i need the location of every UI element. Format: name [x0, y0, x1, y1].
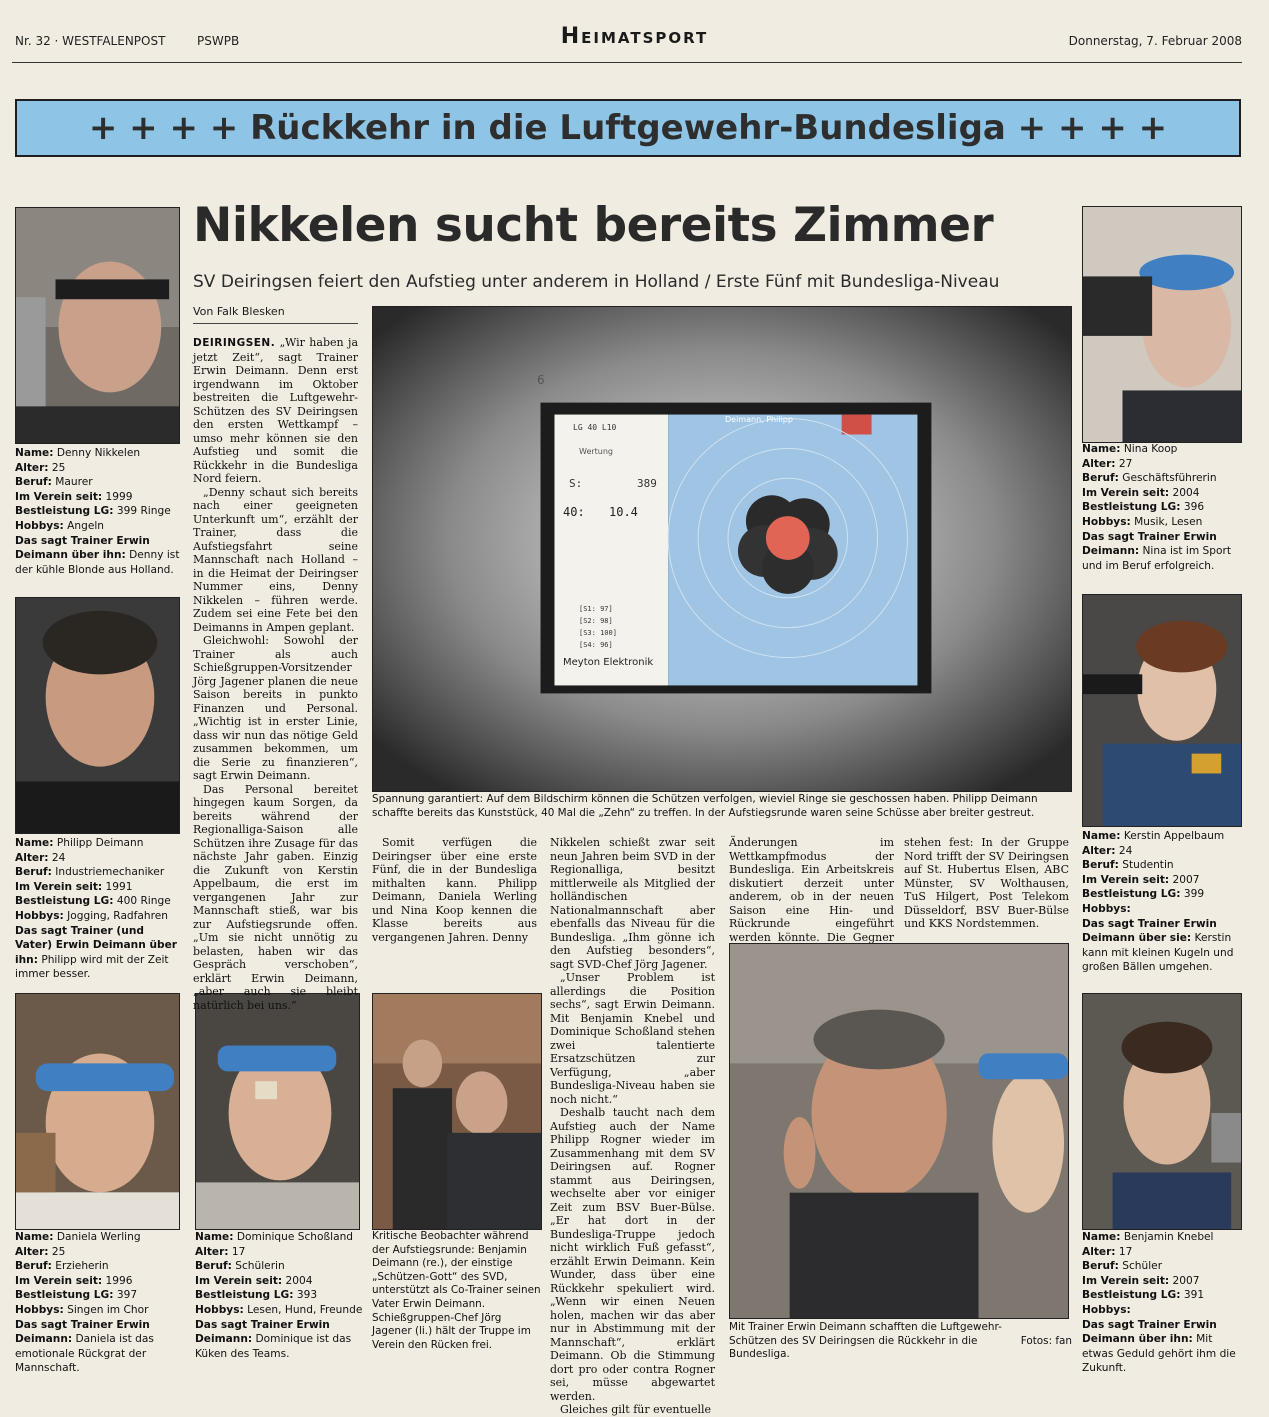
article-headline: Nikkelen sucht bereits Zimmer	[193, 198, 994, 253]
photo-denny-nikkelen	[15, 207, 180, 444]
article-column-3: Nikkelen schießt zwar seit neun Jahren beim SVD in der Regionalliga, besitzt mittlerweile als Mitglied der holländischen Nationalmannschaft aber ebenfalls das Niveau für die Bundesliga. „Ihm gönne ich den Aufstieg besonders“, sagt SVD-Chef Jörg Jagener. „Unser Problem ist allerdings die Position sechs“, sagt Erwin Deimann. Mit Benjamin Knebel und Dominique Schoßland stehen zwei talentierte Ersatzschützen zur Verfügung, „aber Bundesliga-Niveau haben sie noch nicht.“ Deshalb taucht nach dem Aufstieg auch der Name Philipp Rogner wieder im Zusammenhang mit dem SV Deiringsen auf. Rogner stammt aus Deiringsen, wechselte aber vor einiger Zeit zum BSV Buer-Bülse. „Er hat dort in der Bundesliga-Truppe jedoch nicht wirklich Fuß gefasst“, erzählt Erwin Deimann. Kein Wunder, dass über eine Rückkehr spekuliert wird. „Wenn wir einen Neuen holen, machen wir das aber nur in Abstimmung mit der Mannschaft“, erklärt Deimann. Ob die Stimmung dort pro oder contra Rogner sei, müsse abgewartet werden. Gleiches gilt für eventuelle	[550, 836, 715, 1416]
screen-sum-value: 389	[637, 477, 657, 490]
profile-kerstin-appelbaum: Name: Kerstin Appelbaum Alter: 24 Beruf: Studentin Im Verein seit: 2007 Bestleistung LG: 399 Hobbys: Das sagt Trainer Erwin Deimann über sie: Kerstin kann mit kleinen Kugeln und großen Bällen umgehen.	[1082, 830, 1234, 974]
photo-daniela-werling	[15, 993, 180, 1230]
screen-shot-label: 40:	[563, 505, 585, 519]
photo-dominique-schossland	[195, 993, 360, 1230]
article-dateline: DEIRINGSEN.	[193, 337, 276, 349]
observers-caption: Kritische Beobachter während der Aufstiegsrunde: Benjamin Deimann (re.), der einstige „Schützen-Gott“ des SVD, unterstützt als Co-Trainer seinen Vater Erwin Deimann. Schießgruppen-Chef Jörg Jagener (li.) hält der Truppe im Verein den Rücken frei.	[372, 1230, 541, 1351]
photo-score-monitor	[372, 306, 1072, 792]
photo-philipp-deimann	[15, 597, 180, 834]
article-column-4: Änderungen im Wettkampfmodus der Bundesliga. Ein Arbeitskreis diskutiert derzeit unter anderem, ob in der neuen Saison eine Hin- und Rückrunde eingeführt werden könnte. Die Gegner	[729, 836, 894, 944]
screen-series-4: [S4: 96]	[579, 641, 613, 649]
screen-series-list	[579, 603, 617, 651]
photo-trainer-deimann	[729, 943, 1069, 1319]
screen-series-2: [S2: 98]	[579, 617, 613, 625]
profile-daniela-werling: Name: Daniela Werling Alter: 25 Beruf: Erzieherin Im Verein seit: 1996 Bestleistung LG: 397 Hobbys: Singen im Chor Das sagt Trainer Erwin Deimann: Daniela ist das emotionale Rückgrat der Mannschaft.	[15, 1231, 154, 1375]
edition-code: PSWPB	[197, 34, 240, 48]
issue-date: Donnerstag, 7. Februar 2008	[1068, 34, 1242, 48]
photo-nina-koop	[1082, 206, 1242, 443]
trainer-photo-caption: Mit Trainer Erwin Deimann schafften die Luftgewehr-Schützen des SV Deiringsen die Rückkehr in die Bundesliga.	[729, 1321, 1002, 1361]
article-column-1: DEIRINGSEN. „Wir haben ja jetzt Zeit“, sagt Trainer Erwin Deimann. Denn erst irgendwann im Oktober bestreiten die Luftgewehr-Schützen des SV Deiringsen den ersten Wettkampf – umso mehr können sie den Aufstieg und somit die Rückkehr in die Bundesliga Nord feiern. „Denny schaut sich bereits nach einer geeigneten Unterkunft um“, erzählt der Trainer, dass die Aufstiegsfahrt seine Mannschaft nach Holland – in die Heimat der Deiringser Nummer eins, Denny Nikkelen – führen werde. Zudem sei eine Fete bei den Deimanns in Ampen geplant. Gleichwohl: Sowohl der Trainer als auch Schießgruppen-Vorsitzender Jörg Jagener planen die neue Saison bereits in punkto Finanzen und Personal. „Wichtig ist in erster Linie, dass wir nun das nötige Geld zusammen bekommen, um die Serie zu finanzieren“, sagt Erwin Deimann. Das Personal bereitet hingegen kaum Sorgen, da bereits während der Regionalliga-Saison alle Schützen ihre Zusage für das nächste Jahr gaben. Einzig die Zukunft von Kerstin Appelbaum, die erst im vergangenen Jahr zur Mannschaft stieß, war bis zur Aufstiegsrunde offen. „Um sie nicht unnötig zu belasten, haben wir das Gespräch verschoben“, erklärt Erwin Deimann, „aber auch sie bleibt natürlich bei uns.“	[193, 336, 359, 1012]
article-subheadline: SV Deiringsen feiert den Aufstieg unter anderem in Holland / Erste Fünf mit Bundesliga-Niveau	[193, 272, 1000, 292]
screen-header: LG 40 L10	[573, 423, 617, 432]
photo-credit: Fotos: fan	[1020, 1335, 1072, 1347]
screen-mode: Wertung	[579, 447, 614, 456]
screen-sum-label: S:	[569, 477, 583, 490]
article-column-5: stehen fest: In der Gruppe Nord trifft der SV Deiringsen auf St. Hubertus Elsen, ABC Münster, SV Wolthausen, TuS Hilgert, Post Telekom Düsseldorf, BSV Buer-Bülse und KKS Nordstemmen.	[904, 836, 1069, 930]
photo-benjamin-knebel	[1082, 993, 1242, 1230]
profile-denny-nikkelen: Name: Denny Nikkelen Alter: 25 Beruf: Maurer Im Verein seit: 1999 Bestleistung LG: 399 Ringe Hobbys: Angeln Das sagt Trainer Erwin Deimann über ihn: Denny ist der kühle Blonde aus Holland.	[15, 447, 180, 576]
profile-benjamin-knebel: Name: Benjamin Knebel Alter: 17 Beruf: Schüler Im Verein seit: 2007 Bestleistung LG: 391 Hobbys: Das sagt Trainer Erwin Deimann über ihn: Mit etwas Geduld gehört ihm die Zukunft.	[1082, 1231, 1236, 1375]
article-column-2: Somit verfügen die Deiringser über eine erste Fünf, die in der Bundesliga mithalten kann. Philipp Deimann, Daniela Werling und Nina Koop kennen die Klasse bereits aus vergangenen Jahren. Denny	[372, 836, 537, 944]
article-byline: Von Falk Blesken	[193, 305, 285, 318]
profile-philipp-deimann: Name: Philipp Deimann Alter: 24 Beruf: Industriemechaniker Im Verein seit: 1991 Bestleistung LG: 400 Ringe Hobbys: Jogging, Radfahren Das sagt Trainer (und Vater) Erwin Deimann über ihn: Philipp wird mit der Zeit immer besser.	[15, 837, 177, 981]
profile-nina-koop: Name: Nina Koop Alter: 27 Beruf: Geschäftsführerin Im Verein seit: 2004 Bestleistung LG: 396 Hobbys: Musik, Lesen Das sagt Trainer Erwin Deimann: Nina ist im Sport und im Beruf erfolgreich.	[1082, 443, 1231, 572]
photo-observers	[372, 993, 542, 1230]
topic-banner: + + + + Rückkehr in die Luftgewehr-Bundesliga + + + +	[15, 99, 1241, 157]
screen-series-3: [S3: 100]	[579, 629, 617, 637]
section-title: Heimatsport	[560, 24, 709, 49]
masthead-rule	[12, 62, 1242, 63]
screen-series-1: [S1: 97]	[579, 605, 613, 613]
main-photo-caption: Spannung garantiert: Auf dem Bildschirm können die Schützen verfolgen, wieviel Ringe sie geschossen haben. Philipp Deimann schaffte bereits das Kunststück, 40 Mal die „Zehn“ zu treffen. In der Aufstiegsrunde waren seine Schüsse aber breiter gestreut.	[372, 793, 1038, 819]
screen-shot-value: 10.4	[609, 505, 638, 519]
screen-brand: Meyton Elektronik	[563, 657, 654, 668]
byline-rule	[193, 323, 358, 324]
lane-number: 6	[537, 373, 545, 387]
photo-kerstin-appelbaum	[1082, 594, 1242, 827]
screen-target-label: Deimann, Philipp	[725, 415, 793, 424]
issue-number: Nr. 32 · WESTFALENPOST	[15, 34, 166, 48]
profile-dominique-schossland: Name: Dominique Schoßland Alter: 17 Beruf: Schülerin Im Verein seit: 2004 Bestleistung LG: 393 Hobbys: Lesen, Hund, Freunde Das sagt Trainer Erwin Deimann: Dominique ist das Küken des Teams.	[195, 1231, 363, 1360]
